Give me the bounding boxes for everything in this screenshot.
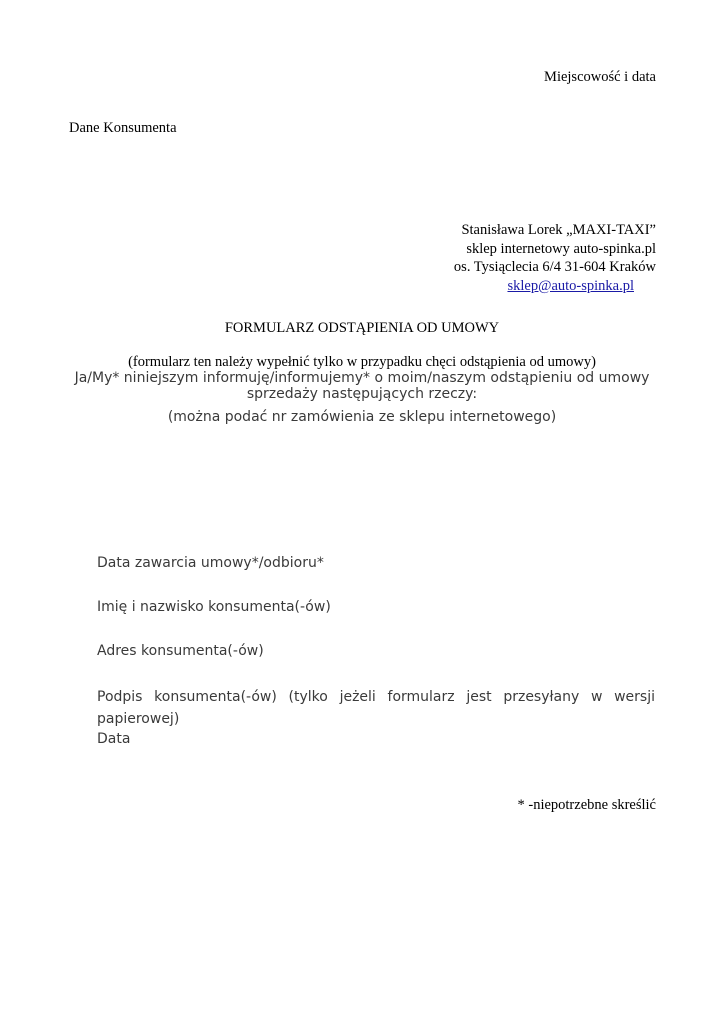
seller-address: os. Tysiąclecia 6/4 31-604 Kraków [453, 259, 656, 275]
order-number-hint: (można podać nr zamówienia ze sklepu internetowego) [167, 409, 557, 425]
seller-name: Stanisława Lorek „MAXI-TAXI” [461, 222, 656, 238]
signature-label-line1: Podpis konsumenta(-ów) (tylko jeżeli formularz jest przesyłany w wersji [97, 689, 655, 705]
signature-label-line2: papierowej) [97, 711, 180, 727]
consumer-name-label: Imię i nazwisko konsumenta(-ów) [97, 599, 331, 615]
consumer-data-label: Dane Konsumenta [69, 120, 177, 136]
seller-shop: sklep internetowy auto-spinka.pl [466, 240, 656, 257]
signature-label [97, 686, 655, 730]
form-title: FORMULARZ ODSTĄPIENIA OD UMOWY [224, 320, 500, 336]
footnote: * -niepotrzebne skreślić [517, 797, 656, 813]
date-label: Data [97, 731, 131, 747]
seller-address-block [454, 221, 656, 295]
place-and-date-label: Miejscowość i data [544, 69, 656, 85]
consumer-address-label: Adres konsumenta(-ów) [97, 643, 264, 659]
seller-email-link[interactable]: sklep@auto-spinka.pl [507, 277, 634, 294]
withdrawal-statement: Ja/My* niniejszym informuję/informujemy* o moim/naszym odstąpieniu od umowy sprzedaży następujących rzeczy: [74, 370, 650, 402]
form-subtitle: (formularz ten należy wypełnić tylko w przypadku chęci odstąpienia od umowy) [128, 354, 596, 370]
contract-date-label: Data zawarcia umowy*/odbioru* [97, 555, 324, 571]
